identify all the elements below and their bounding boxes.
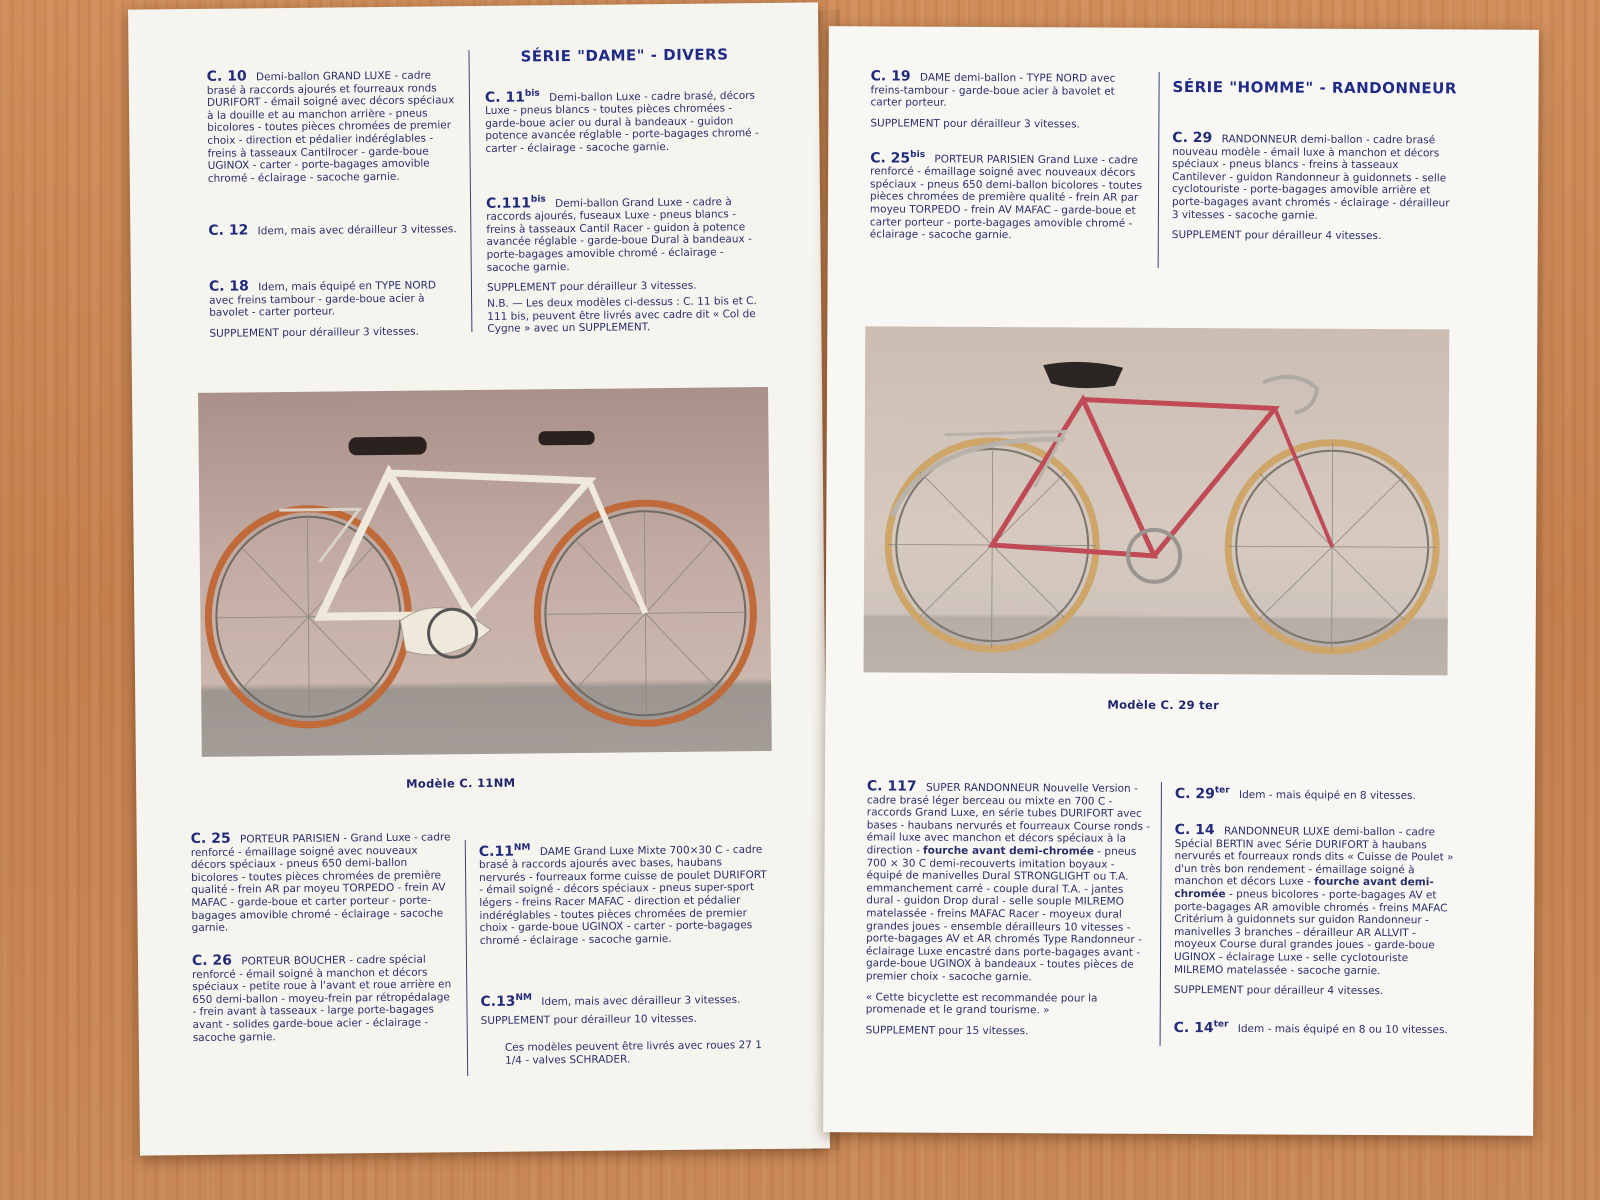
code-c14: C. 14 xyxy=(1174,821,1215,839)
text-c14-b: - pneus bicolores - porte-bagages AV et porte-bagages AR amovible chromés - freins MAFAC Critérium à guidonnets sur guidon Randonneur - manivelles 3 branches - dérailleur AR ALLVIT - moyeux Course dural grandes joues - garde-boue UGINOX - éclairage Luxe - selle cyclotouriste MILREMO matelassée - sacoche garnie. xyxy=(1173,888,1448,977)
text-c117-bold: fourche avant demi-chromée xyxy=(923,844,1094,858)
photo-caption-c11nm: Modèle C. 11NM xyxy=(406,775,516,791)
text-c29: RANDONNEUR demi-ballon - cadre brasé nouveau modèle - émail luxe à manchon et décors spéciaux - pneus blancs - freins à tasseaux Cantilever - guidon Randonneur à guidonnets - selle cyclotouriste - porte-bagages amovible arrière et porte-bagages avant chromés - éclairage - dérailleur 3 vitesses - sacoche garnie. xyxy=(1171,133,1450,222)
code-c12: C. 12 xyxy=(208,222,249,239)
item-c29ter xyxy=(1175,784,1455,803)
text-c117-b: - pneus 700 × 30 C demi-recouverts imitation boyaux - équipé de manivelles Dural STRONGLIGHT ou T.A. emmanchement carré - couple dural T.A. - jantes dural - guidon Drop dural - selle souple MILREMO matelassée - freins MAFAC Racer - moyeux dural grandes joues - ensemble dérailleurs 10 vitesses - porte-bagages AV et AR chromés Type Randonneur - éclairage Luxe encastré dans porte-bagages avant - garde-boue UGINOX à bandeaux - toutes pièces de premier choix - sacoche garnie. xyxy=(865,845,1142,984)
text-c25bis: PORTEUR PARISIEN Grand Luxe - cadre renforcé - émaillage soigné avec nouveaux décors spéciaux - pneus 650 demi-ballon bicolores - toutes pièces chromées de première qualité - frein AR par moyeu TORPEDO - frein AV MAFAC - garde-boue et carter porteur - porte-bagages amovible chromé - éclairage - sacoche garnie. xyxy=(869,153,1143,242)
code-c117: C. 117 xyxy=(866,778,917,795)
item-c111bis xyxy=(486,191,767,295)
item-c12 xyxy=(208,222,458,238)
code-c29: C. 29 xyxy=(1172,129,1213,147)
left-page xyxy=(128,2,830,1155)
column-divider-top-right xyxy=(1158,72,1160,268)
item-c14ter xyxy=(1174,1018,1454,1037)
series-title-homme: SÉRIE "HOMME" - RANDONNEUR xyxy=(1172,77,1457,98)
text-c29ter: Idem - mais équipé en 8 vitesses. xyxy=(1239,788,1416,802)
supplement-c13nm: SUPPLEMENT pour dérailleur 10 vitesses. xyxy=(480,1012,697,1028)
item-c117 xyxy=(866,780,1153,1038)
column-divider-bottom-left xyxy=(465,840,468,1076)
item-c18 xyxy=(209,278,460,340)
code-c18: C. 18 xyxy=(208,278,249,295)
text-c111bis: Demi-ballon Grand Luxe - cadre à raccords ajourés, fuseaux Luxe - pneus blancs - freins à tasseaux Cantil Racer - guidon à potence avancée réglable - garde-boue Dural à bandeaux - porte-bagages amovible chromé - éclairage - sacoche garnie. xyxy=(486,195,752,274)
code-c11bis: C. $11^{bis}$ xyxy=(484,88,540,106)
text-c14-a: RANDONNEUR LUXE demi-ballon - cadre Spécial BERTIN avec Série DURIFORT à haubans nervurés et fourreaux ronds dits « Cuisse de Poulet » d'un très bon rendement - émaillage soigné à manchon et décors Luxe - xyxy=(1174,825,1454,889)
code-c14ter: C. $14^{ter}$ xyxy=(1173,1019,1229,1036)
supplement-c18: SUPPLEMENT pour dérailleur 3 vitesses. xyxy=(209,325,419,340)
randonneur-bicycle-illustration xyxy=(864,326,1450,675)
ladies-bicycle-illustration xyxy=(198,387,772,757)
right-page xyxy=(823,26,1539,1136)
text-c12: Idem, mais avec dérailleur 3 vitesses. xyxy=(257,223,457,238)
code-c29ter: C. $29^{ter}$ xyxy=(1174,785,1230,802)
code-c25bis: C. $25^{bis}$ xyxy=(870,149,926,167)
code-c13nm: $C.13^{NM}$ xyxy=(480,992,533,1010)
item-c11nm xyxy=(479,839,770,947)
text-c117-a: SUPER RANDONNEUR Nouvelle Version - cadre brasé léger berceau ou mixte en 700 C - raccords Grand Luxe, en série tubes DURIFORT avec bases - haubans nervurés et fourreaux Course ronds - émail luxe avec manchon et décors spéciaux à la direction - xyxy=(866,781,1151,857)
supplement-c117: SUPPLEMENT pour 15 vitesses. xyxy=(865,1024,1029,1037)
text-c14ter: Idem - mais équipé en 8 ou 10 vitesses. xyxy=(1237,1022,1448,1037)
code-c26: C. 26 xyxy=(191,952,233,970)
photo-randonneur-bicycle xyxy=(864,326,1450,675)
item-c25bis xyxy=(870,148,1148,242)
supplement-c14: SUPPLEMENT pour dérailleur 4 vitesses. xyxy=(1173,984,1384,998)
supplement-c29: SUPPLEMENT pour dérailleur 4 vitesses. xyxy=(1171,229,1382,243)
supplement-c111bis: SUPPLEMENT pour dérailleur 3 vitesses. xyxy=(486,279,697,295)
item-c25 xyxy=(191,830,452,934)
series-title-dame: SÉRIE "DAME" - DIVERS xyxy=(520,45,729,66)
quote-c117: « Cette bicyclette est recommandée pour la promenade et le grand tourisme. » xyxy=(865,990,1098,1017)
supplement-c19: SUPPLEMENT pour dérailleur 3 vitesses. xyxy=(870,117,1080,131)
text-c11bis: Demi-ballon Luxe - cadre brasé, décors Luxe - pneus blancs - toutes pièces chromées - garde-boue acier ou dural à bandeaux - guidon potence avancée réglable - porte-bagages chromé - carter - éclairage - sacoche garnie. xyxy=(485,89,759,155)
nb-note: N.B. — Les deux modèles ci-dessus : C. 11 bis et C. 111 bis, peuvent être livrés avec cadre dit « Col de Cygne » avec un SUPPLEMENT. xyxy=(487,295,757,336)
item-c29 xyxy=(1171,129,1451,243)
text-c13nm: Idem, mais avec dérailleur 3 vitesses. xyxy=(541,993,741,1009)
text-c26: PORTEUR BOUCHER - cadre spécial renforcé - émail soigné à manchon et décors spéciaux - petite roue à l'avant et roue arrière en 650 demi-ballon - moyeu-frein par rétropédalage - frein avant à tasseaux - large porte-bagages avant - solides garde-boue acier - éclairage - sacoche garnie. xyxy=(192,953,452,1044)
item-c10 xyxy=(207,68,458,185)
code-c111bis: $C.111^{bis}$ xyxy=(485,194,546,212)
item-c11bis xyxy=(485,85,766,156)
item-c19 xyxy=(870,70,1148,131)
photo-caption-c29ter: Modèle C. 29 ter xyxy=(1107,697,1220,713)
code-c19: C. 19 xyxy=(870,68,911,85)
text-c19: DAME demi-ballon - TYPE NORD avec freins-tambour - garde-boue acier à bavolet et carter porteur. xyxy=(870,71,1116,109)
column-divider-top-left xyxy=(468,50,472,332)
item-c26 xyxy=(192,952,453,1044)
code-c25: C. 25 xyxy=(190,830,231,848)
text-c18: Idem, mais équipé en TYPE NORD avec freins tambour - garde-boue acier à bavolet - carter porteur. xyxy=(209,279,437,319)
bottom-note-schrader: Ces modèles peuvent être livrés avec roues 27 1 1/4 - valves SCHRADER. xyxy=(504,1039,762,1067)
code-c11nm: $C.11^{NM}$ xyxy=(478,842,531,860)
text-c25: PORTEUR PARISIEN - Grand Luxe - cadre renforcé - émaillage soigné avec nouveaux décors spéciaux - pneus 650 demi-ballon bicolores - toutes pièces chromées de première qualité - frein AR par moyeu TORPEDO - frein AV MAFAC - garde-boue et carter porteur - porte-bagages amovible chromé - éclairage - sacoche garnie. xyxy=(190,831,451,935)
code-c10: C. 10 xyxy=(206,68,247,85)
photo-ladies-bicycle xyxy=(198,387,772,757)
text-c10: Demi-ballon GRAND LUXE - cadre brasé à raccords ajourés et fourreaux ronds DURIFORT - émail soigné avec décors spéciaux à la douille et au manchon arrière - pneus bicolores - toutes pièces chromées de premier choix - direction et pédalier indéréglables - freins à tasseaux Cantilrocer - garde-boue UGINOX - carter - porte-bagages amovible chromé - éclairage - sacoche garnie. xyxy=(206,69,455,185)
text-c11nm: DAME Grand Luxe Mixte 700×30 C - cadre brasé à raccords ajourés avec bases, haubans nervurés - fourreaux forme cuisse de poulet DURIFORT - émail soigné - décors spéciaux - pneus super-sport légers - freins Racer MAFAC - direction et pédalier indéréglables - toutes pièces chromées de premier choix - garde-boue UGINOX - carter - porte-bagages chromé - éclairage - sacoche garnie. xyxy=(478,843,767,947)
column-divider-bottom-right xyxy=(1160,782,1162,1046)
text-c14-bold: fourche avant demi-chromée xyxy=(1174,876,1434,901)
item-c14 xyxy=(1173,821,1455,998)
item-c13nm xyxy=(480,989,770,1028)
